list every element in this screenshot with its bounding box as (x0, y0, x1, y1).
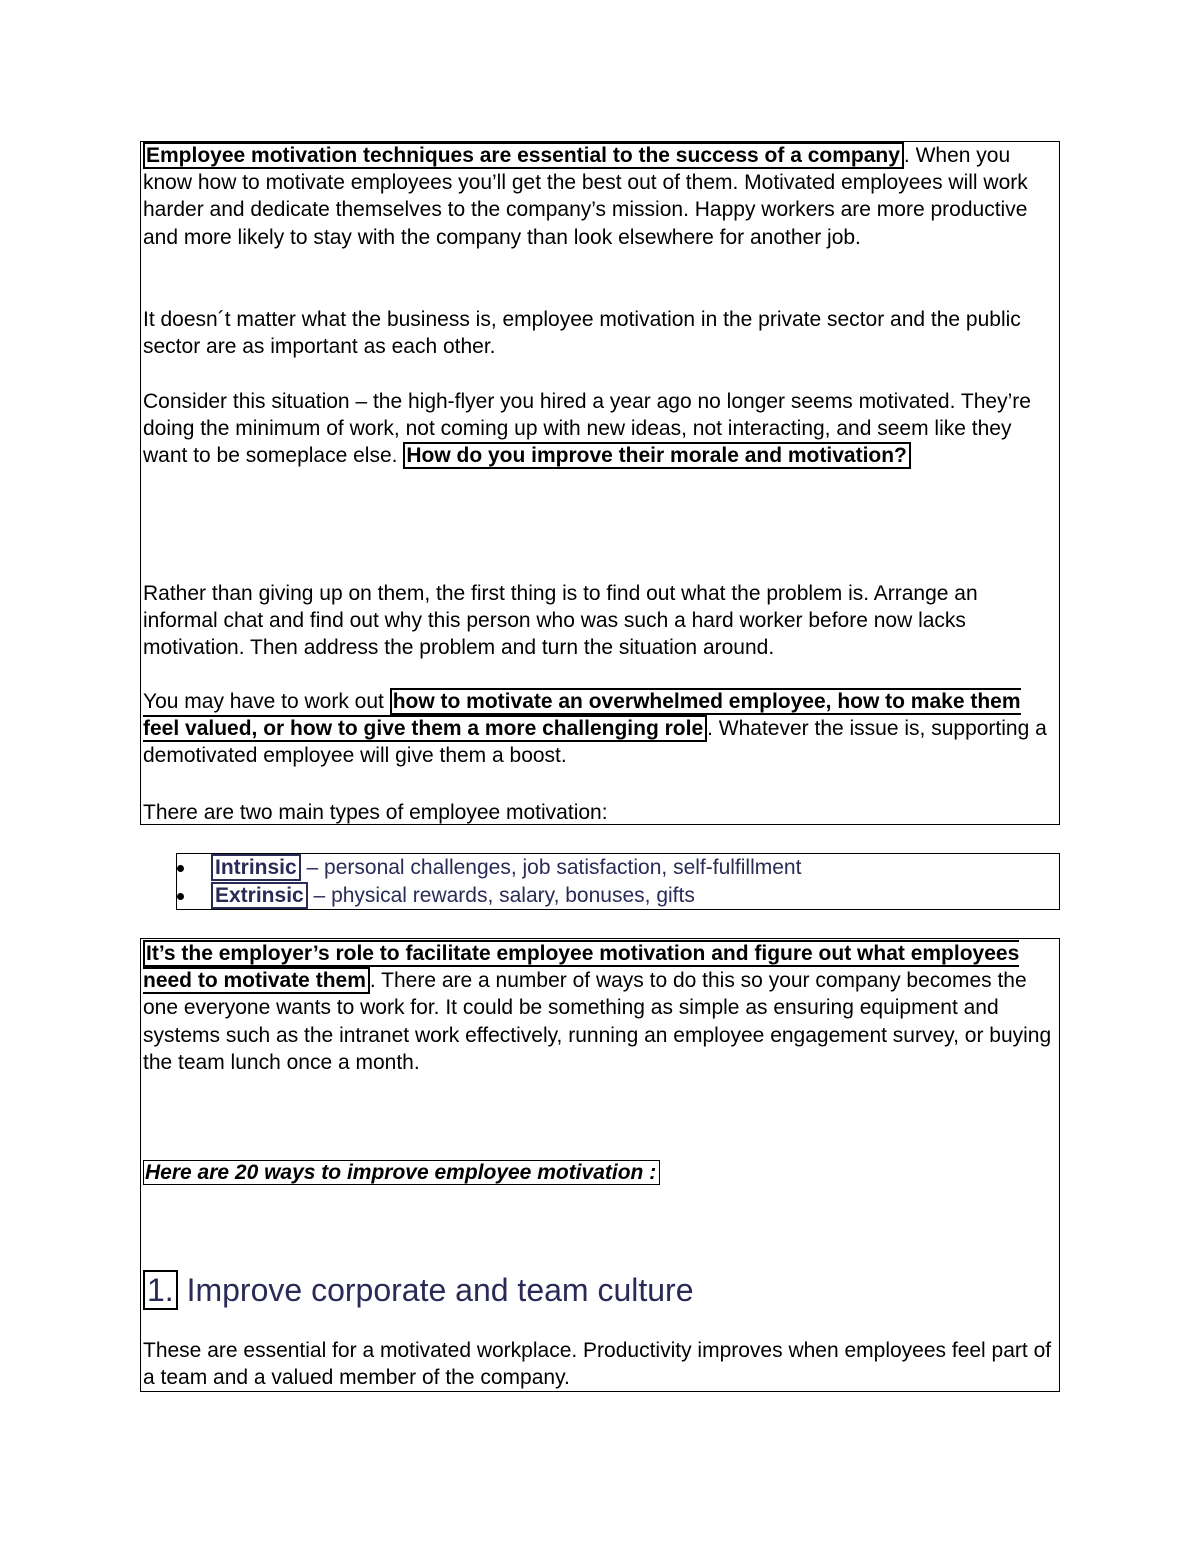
ways-intro-text: Here are 20 ways to improve employee motivation : (143, 1160, 660, 1185)
types-text: There are two main types of employee motivation: (143, 801, 608, 824)
paragraph-approach (143, 580, 1057, 662)
motivation-types-list (143, 854, 801, 910)
business-text: It doesn´t matter what the business is, employee motivation in the private sector and the public sector are as important as each other. (143, 308, 1021, 359)
intro-body: . When you know how to motivate employees you’ll get the best out of them. Motivated employees will work harder and dedicate themselves to the company’s mission. Happy workers are more productive and more likely to stay with the company than look elsewhere for another job. (143, 144, 1028, 249)
paragraph-situation (143, 388, 1057, 470)
section-number: 1. (143, 1270, 178, 1310)
paragraph-business (143, 306, 1057, 360)
bullet-icon (177, 893, 184, 900)
list-item-desc: – personal challenges, job satisfaction, self-fulfillment (300, 856, 802, 879)
situation-question: How do you improve their morale and motivation? (403, 442, 911, 469)
approach-text: Rather than giving up on them, the first thing is to find out what the problem is. Arrange an informal chat and find out why this person who was such a hard worker before now lacks motivation. Then address the problem and turn the situation around. (143, 582, 978, 660)
employer-role-body: . There are a number of ways to do this so your company becomes the one everyone wants to work for. It could be something as simple as ensuring equipment and systems such as the intranet work effectively, running an employee engagement survey, or buying the team lunch once a month. (143, 969, 1052, 1074)
paragraph-employer-role (143, 940, 1057, 1076)
list-item (143, 882, 801, 910)
paragraph-culture (143, 1337, 1057, 1391)
paragraph-intro (143, 142, 1057, 251)
list-item (143, 854, 801, 882)
intro-bold-statement: Employee motivation techniques are essential to the success of a company (143, 142, 904, 169)
work-out-pre: You may have to work out (143, 690, 390, 713)
bullet-icon (177, 865, 184, 872)
culture-text: These are essential for a motivated workplace. Productivity improves when employees feel part of a team and a valued member of the company. (143, 1339, 1052, 1390)
section-title: Improve corporate and team culture (177, 1272, 694, 1308)
paragraph-work-out (143, 688, 1057, 770)
paragraph-ways-intro (143, 1159, 1057, 1186)
list-item-desc: – physical rewards, salary, bonuses, gifts (307, 884, 695, 907)
section-heading (143, 1268, 694, 1312)
work-out-post: . Whatever the issue is, supporting a demotivated employee will give them a boost. (143, 717, 1047, 768)
work-out-bold: how to motivate an overwhelmed employee, how to make them feel valued, or how to give them a more challenging role (143, 690, 1021, 741)
list-item-term: Extrinsic (211, 882, 308, 909)
situation-text: Consider this situation – the high-flyer you hired a year ago no longer seems motivated. They’re doing the minimum of work, not coming up with new ideas, not interacting, and seem like they want to be someplace else. (143, 390, 1031, 468)
employer-role-bold: It’s the employer’s role to facilitate employee motivation and figure out what employees need to motivate them (143, 942, 1020, 993)
list-item-term: Intrinsic (211, 854, 301, 881)
paragraph-types (143, 799, 1057, 826)
